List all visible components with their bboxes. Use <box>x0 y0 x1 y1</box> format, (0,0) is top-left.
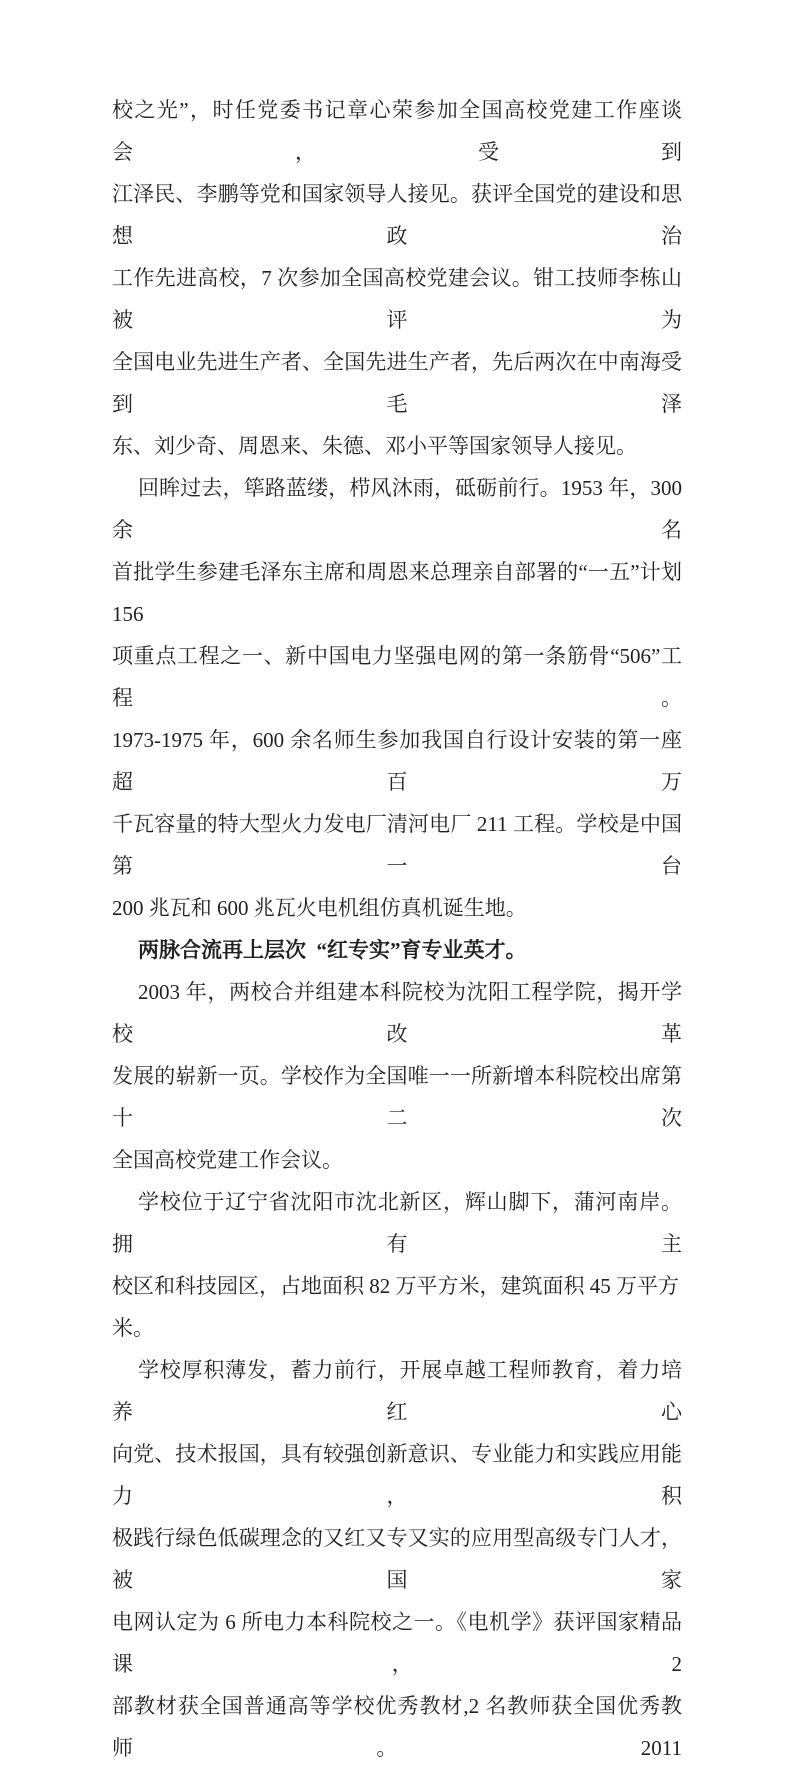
paragraph-5 <box>112 1181 682 1349</box>
section-heading: 两脉合流再上层次 “红专实”育专业英才。 <box>138 938 527 962</box>
paragraph-2 <box>112 467 688 929</box>
text-line: 学校厚积薄发，蓄力前行，开展卓越工程师教育，着力培养红心 <box>112 1358 682 1424</box>
text-line: 江泽民、李鹏等党和国家领导人接见。获评全国党的建设和思想政治 <box>112 182 682 248</box>
paragraph-4 <box>112 971 682 1181</box>
text-line: 1973-1975 年，600 余名师生参加我国自行设计安装的第一座超百万 <box>112 728 682 794</box>
text-line: 全国高校党建工作会议。 <box>112 1148 343 1172</box>
text-line: 校之光”，时任党委书记章心荣参加全国高校党建工作座谈会，受到 <box>112 98 682 164</box>
text-line: 发展的崭新一页。学校作为全国唯一一所新增本科院校出席第十二次 <box>112 1064 682 1130</box>
text-line: 2003 年，两校合并组建本科院校为沈阳工程学院，揭开学校改革 <box>112 980 682 1046</box>
text-line: 200 兆瓦和 600 兆瓦火电机组仿真机诞生地。 <box>112 896 527 920</box>
text-line: 东、刘少奇、周恩来、朱德、邓小平等国家领导人接见。 <box>112 434 637 458</box>
text-line: 部教材获全国普通高等学校优秀教材,2 名教师获全国优秀教师。2011 <box>112 1694 682 1760</box>
text-line: 全国电业先进生产者、全国先进生产者，先后两次在中南海受到毛泽 <box>112 350 682 416</box>
document-body <box>112 89 688 1769</box>
text-line: 首批学生参建毛泽东主席和周恩来总理亲自部署的“一五”计划 156 <box>112 560 688 626</box>
text-line: 工作先进高校，7 次参加全国高校党建会议。钳工技师李栋山被评为 <box>112 266 682 332</box>
text-line: 项重点工程之一、新中国电力坚强电网的第一条筋骨“506”工程。 <box>112 644 682 710</box>
text-line: 向党、技术报国，具有较强创新意识、专业能力和实践应用能力，积 <box>112 1442 682 1508</box>
text-line: 千瓦容量的特大型火力发电厂清河电厂 211 工程。学校是中国第一台 <box>112 812 682 878</box>
text-line: 学校位于辽宁省沈阳市沈北新区，辉山脚下，蒲河南岸。拥有主 <box>112 1190 682 1256</box>
text-line: 极践行绿色低碳理念的又红又专又实的应用型高级专门人才，被国家 <box>112 1526 682 1592</box>
text-line: 电网认定为 6 所电力本科院校之一。《电机学》获评国家精品课，2 <box>112 1610 682 1676</box>
paragraph-3 <box>112 929 682 971</box>
text-line: 校区和科技园区，占地面积 82 万平方米，建筑面积 45 万平方米。 <box>112 1274 679 1340</box>
paragraph-1 <box>112 89 682 467</box>
text-line: 回眸过去，筚路蓝缕，栉风沐雨，砥砺前行。1953 年，300 余名 <box>112 476 688 542</box>
paragraph-6 <box>112 1349 682 1769</box>
